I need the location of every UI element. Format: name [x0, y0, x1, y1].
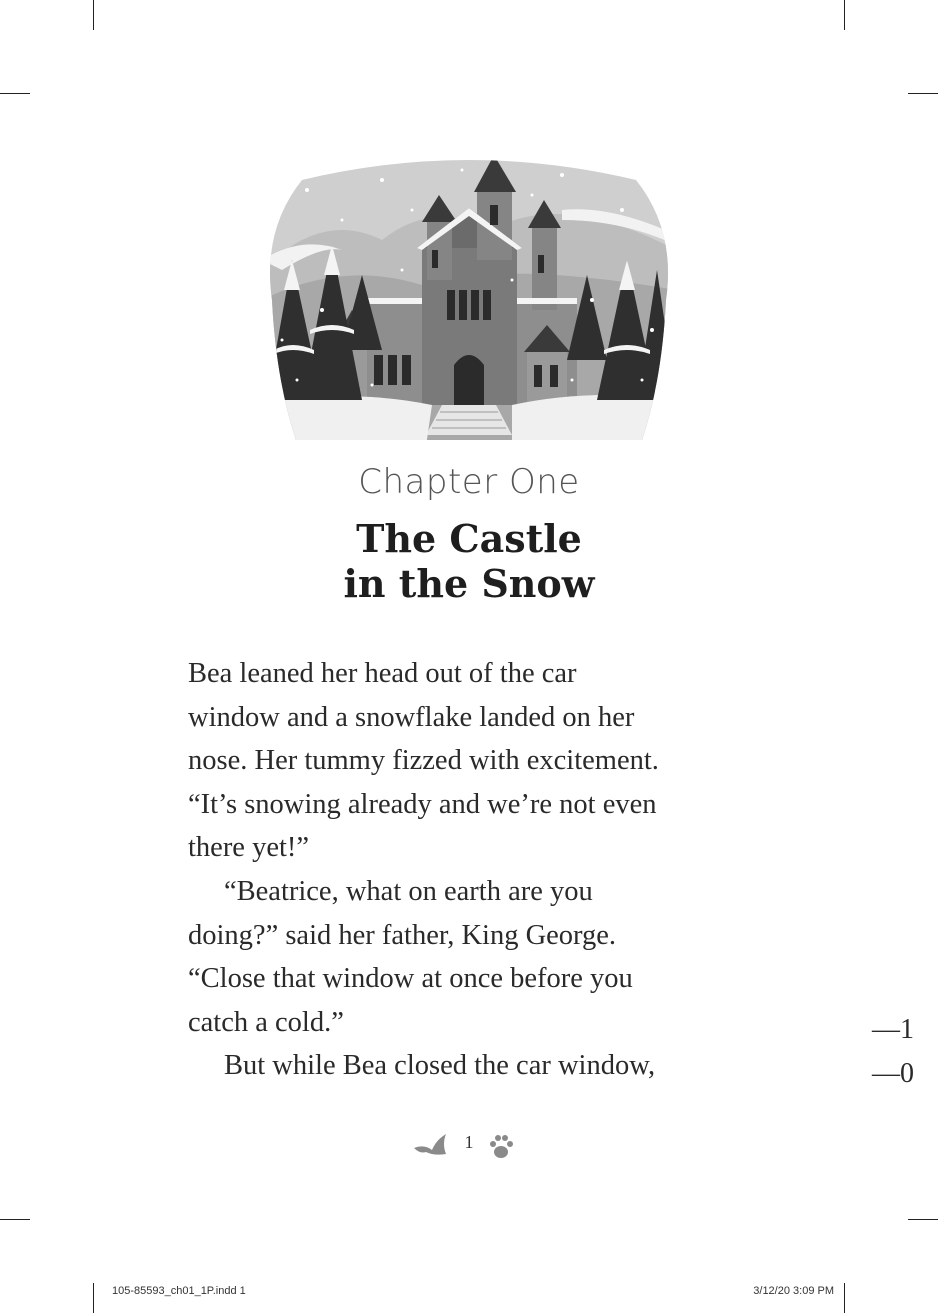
slug-filename: 105-85593_ch01_1P.indd 1 — [112, 1285, 246, 1297]
text-line: “Close that window at once before you — [188, 963, 633, 995]
body-text — [188, 652, 788, 1088]
crop-mark — [0, 93, 30, 94]
crop-mark — [844, 0, 845, 30]
chapter-number: Chapter One — [358, 462, 580, 502]
text-line: Bea leaned her head out of the car — [188, 658, 577, 689]
page-number: 1 — [464, 1132, 474, 1152]
crop-mark — [844, 1283, 845, 1313]
text-line: window and a snowflake landed on her — [188, 701, 635, 733]
signature-mark-lower: —0 — [872, 1058, 914, 1089]
chapter-title — [0, 516, 938, 606]
crop-mark — [908, 93, 938, 94]
text-line: But while Bea closed the car window, — [224, 1050, 656, 1082]
crop-mark — [908, 1219, 938, 1220]
slug-timestamp: 3/12/20 3:09 PM — [753, 1285, 834, 1297]
text-line: catch a cold.” — [188, 1006, 344, 1038]
text-line: nose. Her tummy fizzed with excitement. — [188, 745, 659, 777]
crop-mark — [0, 1219, 30, 1220]
text-line: “It’s snowing already and we’re not even — [188, 788, 657, 820]
text-line: doing?” said her father, King George. — [188, 919, 617, 951]
snowy-castle-illustration — [262, 150, 676, 446]
text-line: “Beatrice, what on earth are you — [224, 875, 593, 907]
crop-mark — [93, 1283, 94, 1313]
paw-print-icon — [486, 1132, 516, 1162]
crop-mark — [93, 0, 94, 30]
chapter-title-line: The Castle — [356, 516, 582, 561]
text-line: there yet!” — [188, 832, 310, 864]
chapter-title-line: in the Snow — [343, 561, 595, 606]
signature-mark-upper: —1 — [872, 1014, 914, 1045]
